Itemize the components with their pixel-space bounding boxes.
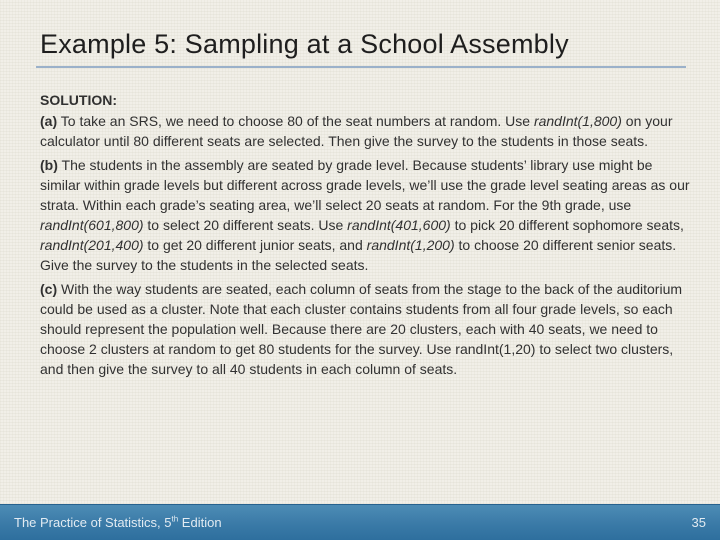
solution-paragraphs (40, 111, 690, 379)
page-title: Example 5: Sampling at a School Assembly (40, 29, 569, 59)
paragraph-text: to choose 20 different senior seats. Give the survey to the students in the selected seats. (40, 237, 677, 273)
footer-page-number: 35 (691, 515, 706, 530)
paragraph-label: (a) (40, 113, 58, 129)
footer-book-edition: Edition (178, 515, 222, 530)
calculator-command: randInt(201,400) (40, 237, 144, 253)
paragraph-label: (b) (40, 157, 58, 173)
paragraph-text: to get 20 different junior seats, and (143, 237, 367, 253)
calculator-command: randInt(1,200) (366, 237, 455, 253)
paragraph-text: to select 20 different seats. Use (143, 217, 348, 233)
paragraph-text: The students in the assembly are seated by grade level. Because students’ library use might be similar within grade levels but different across grade levels, we’ll use the grade level seating areas as our strata. Within each grade’s seating area, we’ll select 20 seats at random. For the 9th grade, use (40, 157, 690, 213)
paragraph-label: (c) (40, 281, 58, 297)
title-underline (36, 30, 686, 68)
calculator-command: randInt(401,600) (347, 217, 451, 233)
solution-paragraph (40, 279, 690, 379)
calculator-command: randInt(601,800) (40, 217, 144, 233)
slide-body (40, 90, 690, 383)
solution-paragraph (40, 111, 690, 151)
footer-book-superscript: th (171, 514, 179, 524)
footer-book-text: The Practice of Statistics, 5 (14, 515, 172, 530)
paragraph-text: To take an SRS, we need to choose 80 of the seat numbers at random. Use (57, 113, 534, 129)
paragraph-text: to pick 20 different sophomore seats, (450, 217, 684, 233)
paragraph-text: With the way students are seated, each column of seats from the stage to the back of the auditorium could be used as a cluster. Note that each cluster contains students from all four grade levels, so each should represent the population well. Because there are 20 clusters, each with 40 seats, we need to choose 2 clusters at random to get 80 students for the survey. Use randInt(1,20) to select two clusters, and then give the survey to all 40 students in each column of seats. (40, 281, 683, 377)
solution-label: SOLUTION: (40, 92, 117, 108)
footer-bar (0, 504, 720, 540)
paragraph-text: on your calculator until 80 different seats are selected. Then give the survey to the students in those seats. (40, 113, 673, 149)
calculator-command: randInt(1,800) (533, 113, 622, 129)
solution-paragraph (40, 155, 690, 275)
footer-book-title (14, 515, 222, 530)
